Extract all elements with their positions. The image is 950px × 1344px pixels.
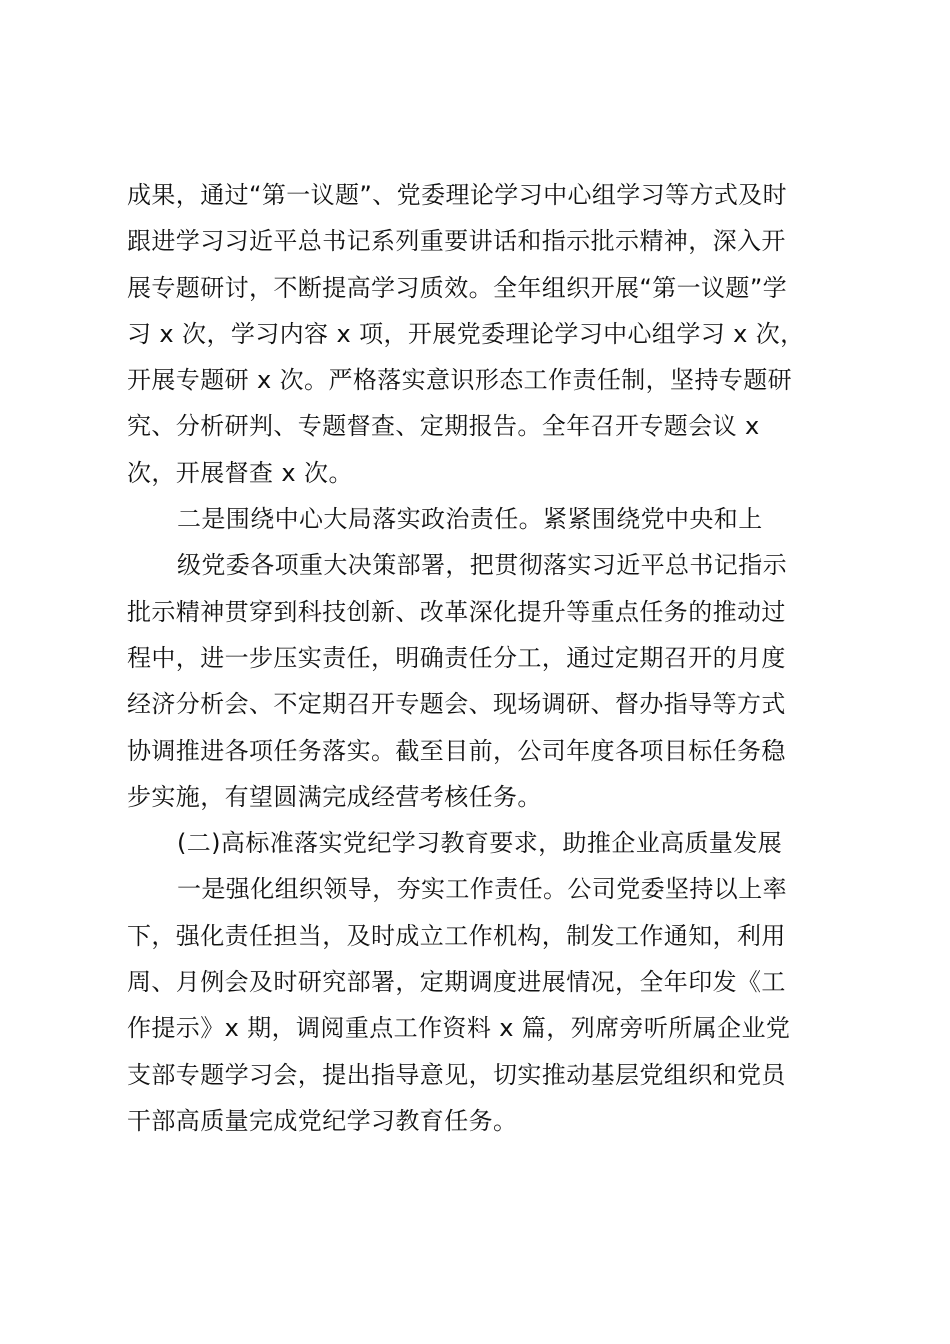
text-line: 支部专题学习会，提出指导意见，切实推动基层党组织和党员 bbox=[127, 1060, 786, 1089]
text-line: 跟进学习习近平总书记系列重要讲话和指示批示精神，深入开 bbox=[127, 227, 786, 256]
text-line: 干部高质量完成党纪学习教育任务。 bbox=[127, 1106, 518, 1135]
document-body bbox=[127, 172, 823, 1144]
paragraph-heading-line: 二是围绕中心大局落实政治责任。紧紧围绕党中央和上 bbox=[177, 505, 763, 534]
text-line: 程中，进一步压实责任，明确责任分工，通过定期召开的月度 bbox=[127, 643, 786, 672]
text-line: 批示精神贯穿到科技创新、改革深化提升等重点任务的推动过 bbox=[127, 597, 786, 626]
text-line: 究、分析研判、专题督查、定期报告。全年召开专题会议 x bbox=[127, 412, 760, 441]
text-line: 下，强化责任担当，及时成立工作机构，制发工作通知，利用 bbox=[127, 921, 786, 950]
text-line: 展专题研讨，不断提高学习质效。全年组织开展“第一议题”学 bbox=[127, 273, 788, 302]
text-line: 经济分析会、不定期召开专题会、现场调研、督办指导等方式 bbox=[127, 690, 786, 719]
text-line: 成果，通过“第一议题”、党委理论学习中心组学习等方式及时 bbox=[127, 181, 788, 209]
text-line: 作提示》x 期，调阅重点工作资料 x 篇，列席旁听所属企业党 bbox=[127, 1014, 791, 1043]
section-heading-line: (二)高标准落实党纪学习教育要求，助推企业高质量发展 bbox=[177, 829, 783, 858]
text-line: 周、月例会及时研究部署，定期调度进展情况，全年印发《工 bbox=[127, 968, 786, 997]
paragraph-heading-line: 一是强化组织领导，夯实工作责任。公司党委坚持以上率 bbox=[177, 875, 787, 904]
text-line: 开展专题研 x 次。严格落实意识形态工作责任制，坚持专题研 bbox=[127, 366, 793, 395]
text-line: 步实施，有望圆满完成经营考核任务。 bbox=[127, 782, 542, 811]
text-line: 级党委各项重大决策部署，把贯彻落实习近平总书记指示 bbox=[177, 551, 787, 580]
text-line: 习 x 次，学习内容 x 项，开展党委理论学习中心组学习 x 次， bbox=[127, 319, 805, 348]
text-line: 次，开展督查 x 次。 bbox=[127, 458, 353, 487]
text-line: 协调推进各项任务落实。截至目前，公司年度各项目标任务稳 bbox=[127, 736, 786, 765]
